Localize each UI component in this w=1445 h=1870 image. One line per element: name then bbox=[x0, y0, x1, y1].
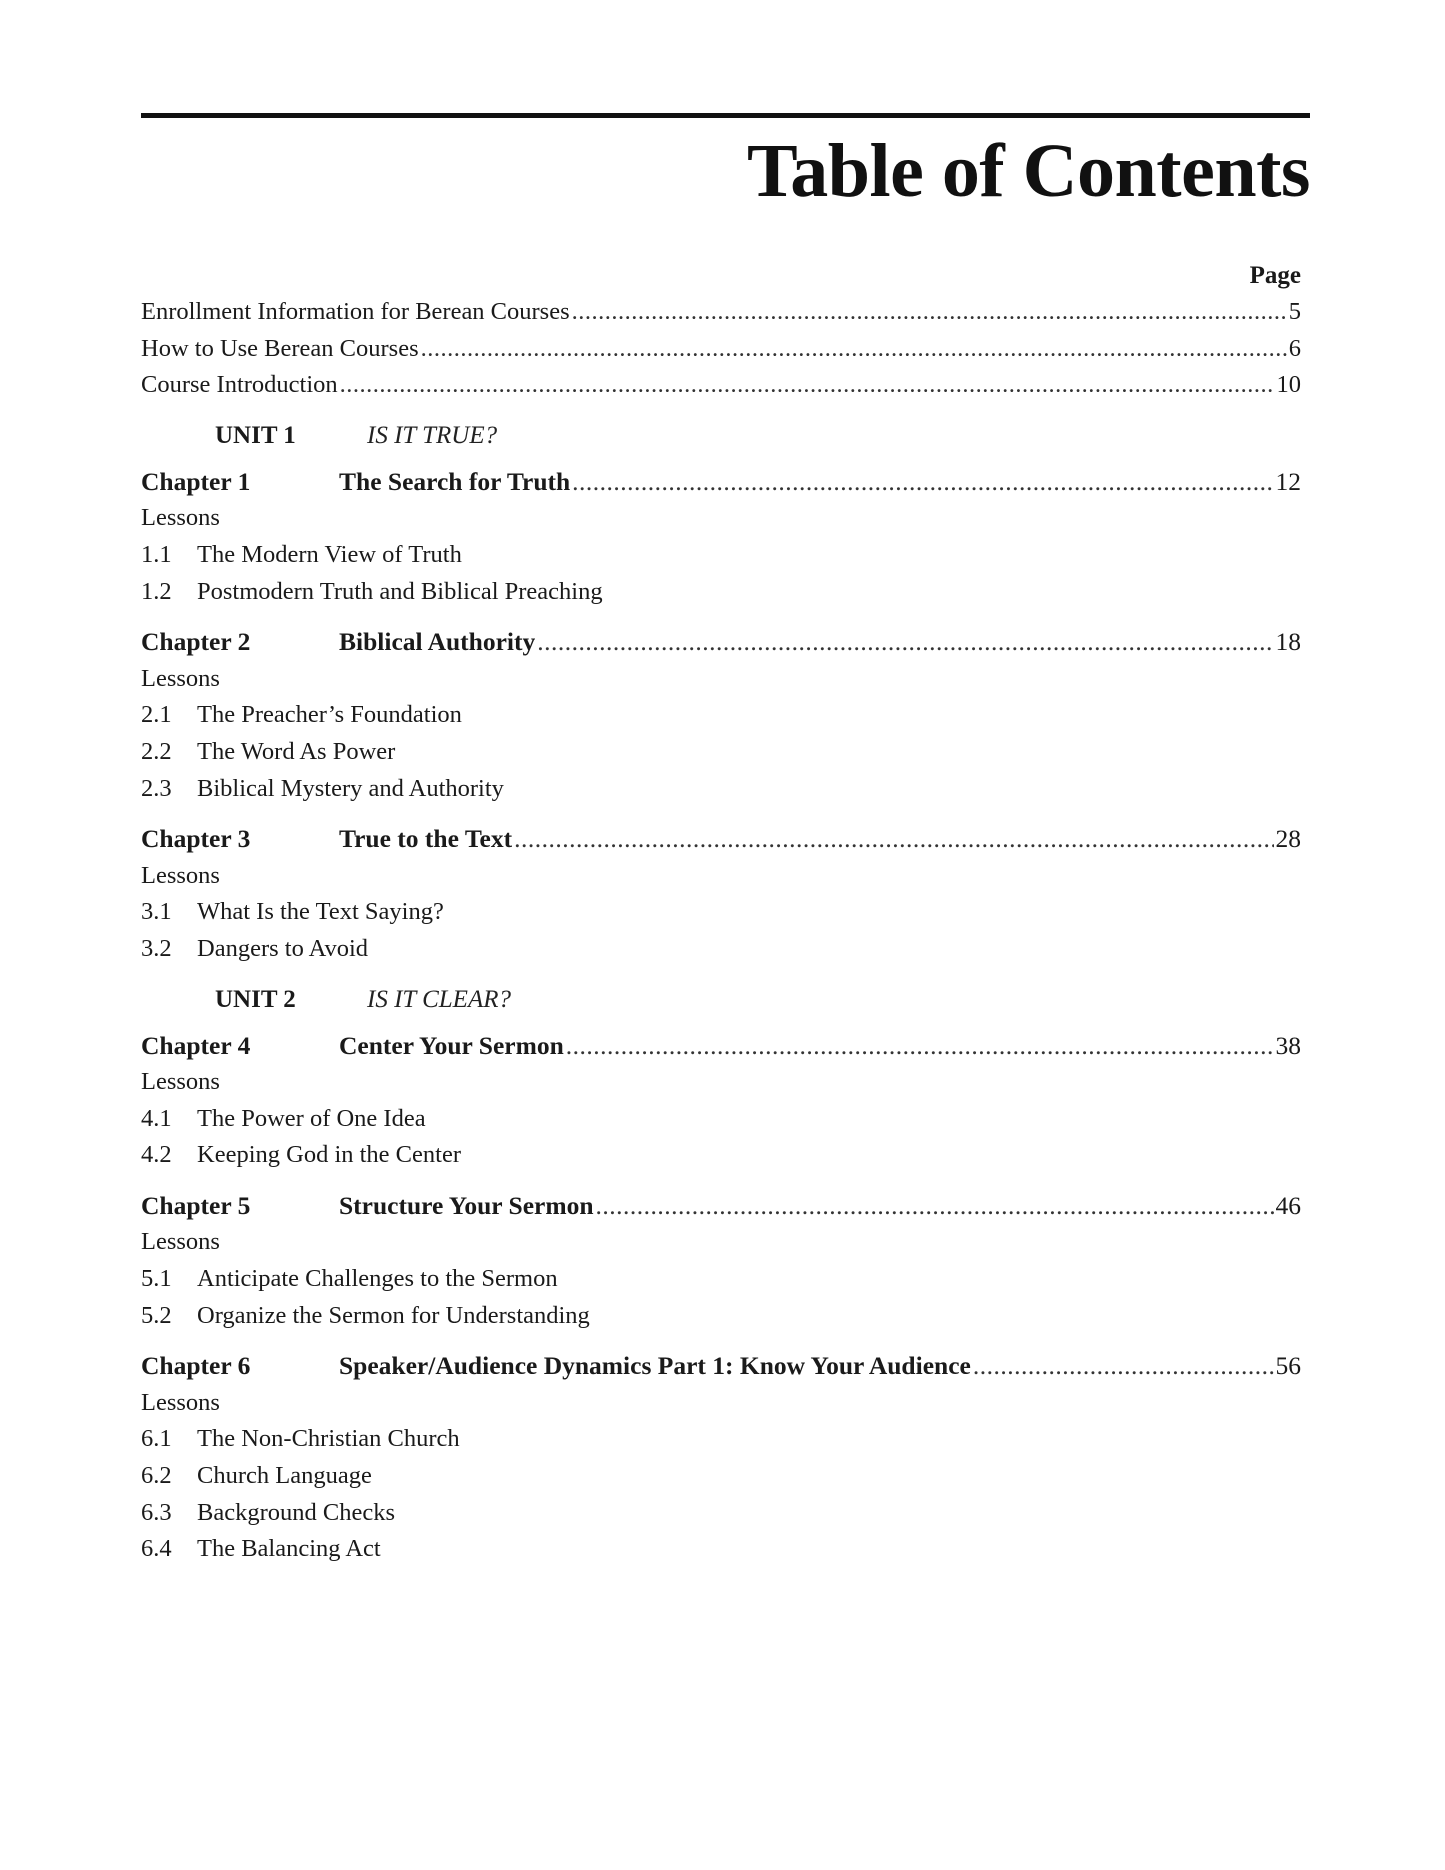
lesson-item[interactable] bbox=[141, 1458, 1301, 1495]
lesson-title: Keeping God in the Center bbox=[197, 1141, 461, 1169]
lessons-label: Lessons bbox=[141, 1228, 220, 1256]
lesson-number: 4.1 bbox=[141, 1104, 172, 1132]
toc-entry[interactable] bbox=[141, 294, 1301, 331]
entry-page: 5 bbox=[1288, 298, 1301, 325]
lesson-number: 6.1 bbox=[141, 1425, 172, 1453]
chapter-entry[interactable] bbox=[141, 464, 1301, 501]
lesson-item[interactable] bbox=[141, 1298, 1301, 1335]
lesson-title: Dangers to Avoid bbox=[197, 934, 369, 962]
lessons-label: Lessons bbox=[141, 664, 220, 692]
lesson-number: 3.2 bbox=[141, 934, 172, 962]
entry-label: Enrollment Information for Berean Courses bbox=[141, 298, 570, 325]
chapter-entry[interactable] bbox=[141, 1028, 1301, 1065]
lesson-number: 4.2 bbox=[141, 1141, 172, 1169]
unit-title: IS IT CLEAR? bbox=[367, 985, 511, 1013]
chapter-block bbox=[141, 1348, 1301, 1568]
chapter-number: Chapter 6 bbox=[141, 1351, 251, 1381]
dot-leader bbox=[340, 367, 1275, 404]
dot-leader bbox=[566, 1028, 1274, 1065]
lesson-number: 1.2 bbox=[141, 577, 172, 605]
chapter-entry[interactable] bbox=[141, 821, 1301, 858]
lesson-title: Anticipate Challenges to the Sermon bbox=[197, 1265, 558, 1293]
lesson-item[interactable] bbox=[141, 574, 1301, 611]
chapter-number: Chapter 4 bbox=[141, 1030, 251, 1060]
lesson-item[interactable] bbox=[141, 894, 1301, 931]
page-column-label: Page bbox=[1249, 262, 1301, 289]
lesson-item[interactable] bbox=[141, 1531, 1301, 1568]
lesson-item[interactable] bbox=[141, 734, 1301, 771]
entry-label: How to Use Berean Courses bbox=[141, 334, 419, 362]
dot-leader bbox=[973, 1348, 1274, 1385]
unit-title: IS IT TRUE? bbox=[367, 421, 498, 449]
chapter-number: Chapter 3 bbox=[141, 824, 251, 854]
lesson-title: What Is the Text Saying? bbox=[197, 898, 444, 926]
lesson-title: The Non-Christian Church bbox=[197, 1425, 460, 1453]
lesson-number: 5.1 bbox=[141, 1265, 172, 1293]
chapter-title: The Search for Truth bbox=[339, 466, 571, 496]
lesson-item[interactable] bbox=[141, 537, 1301, 574]
dot-leader bbox=[421, 331, 1287, 368]
lesson-title: Church Language bbox=[197, 1462, 372, 1490]
chapter-entry[interactable] bbox=[141, 624, 1301, 661]
dot-leader bbox=[572, 294, 1287, 331]
lesson-item[interactable] bbox=[141, 1495, 1301, 1532]
lesson-item[interactable] bbox=[141, 1261, 1301, 1298]
chapter-page: 18 bbox=[1275, 627, 1301, 657]
lesson-item[interactable] bbox=[141, 1101, 1301, 1138]
dot-leader bbox=[537, 624, 1273, 661]
lesson-title: The Power of One Idea bbox=[197, 1104, 426, 1132]
lesson-title: Organize the Sermon for Understanding bbox=[197, 1301, 590, 1329]
lesson-number: 3.1 bbox=[141, 898, 172, 926]
lesson-item[interactable] bbox=[141, 771, 1301, 808]
lesson-title: The Balancing Act bbox=[197, 1535, 381, 1563]
lessons-label: Lessons bbox=[141, 1388, 220, 1416]
lesson-item[interactable] bbox=[141, 697, 1301, 734]
entry-page: 6 bbox=[1288, 334, 1301, 362]
lesson-title: The Preacher’s Foundation bbox=[197, 701, 462, 729]
dot-leader bbox=[596, 1188, 1274, 1225]
lesson-number: 2.1 bbox=[141, 701, 172, 729]
chapter-block bbox=[141, 821, 1301, 967]
chapter-page: 28 bbox=[1275, 824, 1301, 854]
lesson-number: 6.4 bbox=[141, 1535, 172, 1563]
chapter-page: 38 bbox=[1275, 1030, 1301, 1060]
page-title: Table of Contents bbox=[747, 129, 1310, 213]
chapter-block bbox=[141, 624, 1301, 807]
lesson-number: 6.2 bbox=[141, 1462, 172, 1490]
chapter-entry[interactable] bbox=[141, 1188, 1301, 1225]
chapter-number: Chapter 5 bbox=[141, 1190, 251, 1220]
chapter-block bbox=[141, 1028, 1301, 1174]
toc-list bbox=[141, 258, 1301, 1568]
chapter-title: True to the Text bbox=[339, 824, 513, 854]
chapter-title: Structure Your Sermon bbox=[339, 1190, 594, 1220]
chapter-entry[interactable] bbox=[141, 1348, 1301, 1385]
chapter-page: 46 bbox=[1275, 1190, 1301, 1220]
lesson-title: Biblical Mystery and Authority bbox=[197, 774, 504, 802]
chapter-number: Chapter 1 bbox=[141, 466, 251, 496]
lesson-number: 2.2 bbox=[141, 737, 172, 765]
toc-entry[interactable] bbox=[141, 367, 1301, 404]
lesson-item[interactable] bbox=[141, 1421, 1301, 1458]
lesson-number: 6.3 bbox=[141, 1498, 172, 1526]
unit-number: UNIT 2 bbox=[215, 985, 296, 1013]
chapter-number: Chapter 2 bbox=[141, 627, 251, 657]
toc-entry[interactable] bbox=[141, 331, 1301, 368]
title-rule bbox=[141, 113, 1310, 118]
lesson-item[interactable] bbox=[141, 931, 1301, 968]
chapter-title: Speaker/Audience Dynamics Part 1: Know Your Audience bbox=[339, 1351, 971, 1381]
chapter-block bbox=[141, 464, 1301, 610]
front-matter bbox=[141, 294, 1301, 404]
dot-leader bbox=[572, 464, 1273, 501]
lessons-label: Lessons bbox=[141, 861, 220, 889]
lesson-number: 2.3 bbox=[141, 774, 172, 802]
chapter-title: Center Your Sermon bbox=[339, 1030, 564, 1060]
unit-heading bbox=[141, 408, 1301, 464]
lesson-title: Background Checks bbox=[197, 1498, 395, 1526]
lesson-number: 5.2 bbox=[141, 1301, 172, 1329]
lesson-title: The Modern View of Truth bbox=[197, 540, 462, 568]
chapter-title: Biblical Authority bbox=[339, 627, 536, 657]
chapter-page: 56 bbox=[1275, 1351, 1301, 1381]
lesson-title: The Word As Power bbox=[197, 737, 396, 765]
unit-number: UNIT 1 bbox=[215, 421, 296, 449]
chapter-block bbox=[141, 1188, 1301, 1334]
dot-leader bbox=[514, 821, 1273, 858]
unit-heading bbox=[141, 972, 1301, 1028]
lessons-label: Lessons bbox=[141, 504, 220, 532]
lessons-label: Lessons bbox=[141, 1068, 220, 1096]
entry-label: Course Introduction bbox=[141, 371, 338, 399]
lesson-number: 1.1 bbox=[141, 540, 172, 568]
lesson-title: Postmodern Truth and Biblical Preaching bbox=[197, 577, 603, 605]
entry-page: 10 bbox=[1276, 371, 1301, 399]
chapter-page: 12 bbox=[1275, 466, 1301, 496]
lesson-item[interactable] bbox=[141, 1137, 1301, 1174]
